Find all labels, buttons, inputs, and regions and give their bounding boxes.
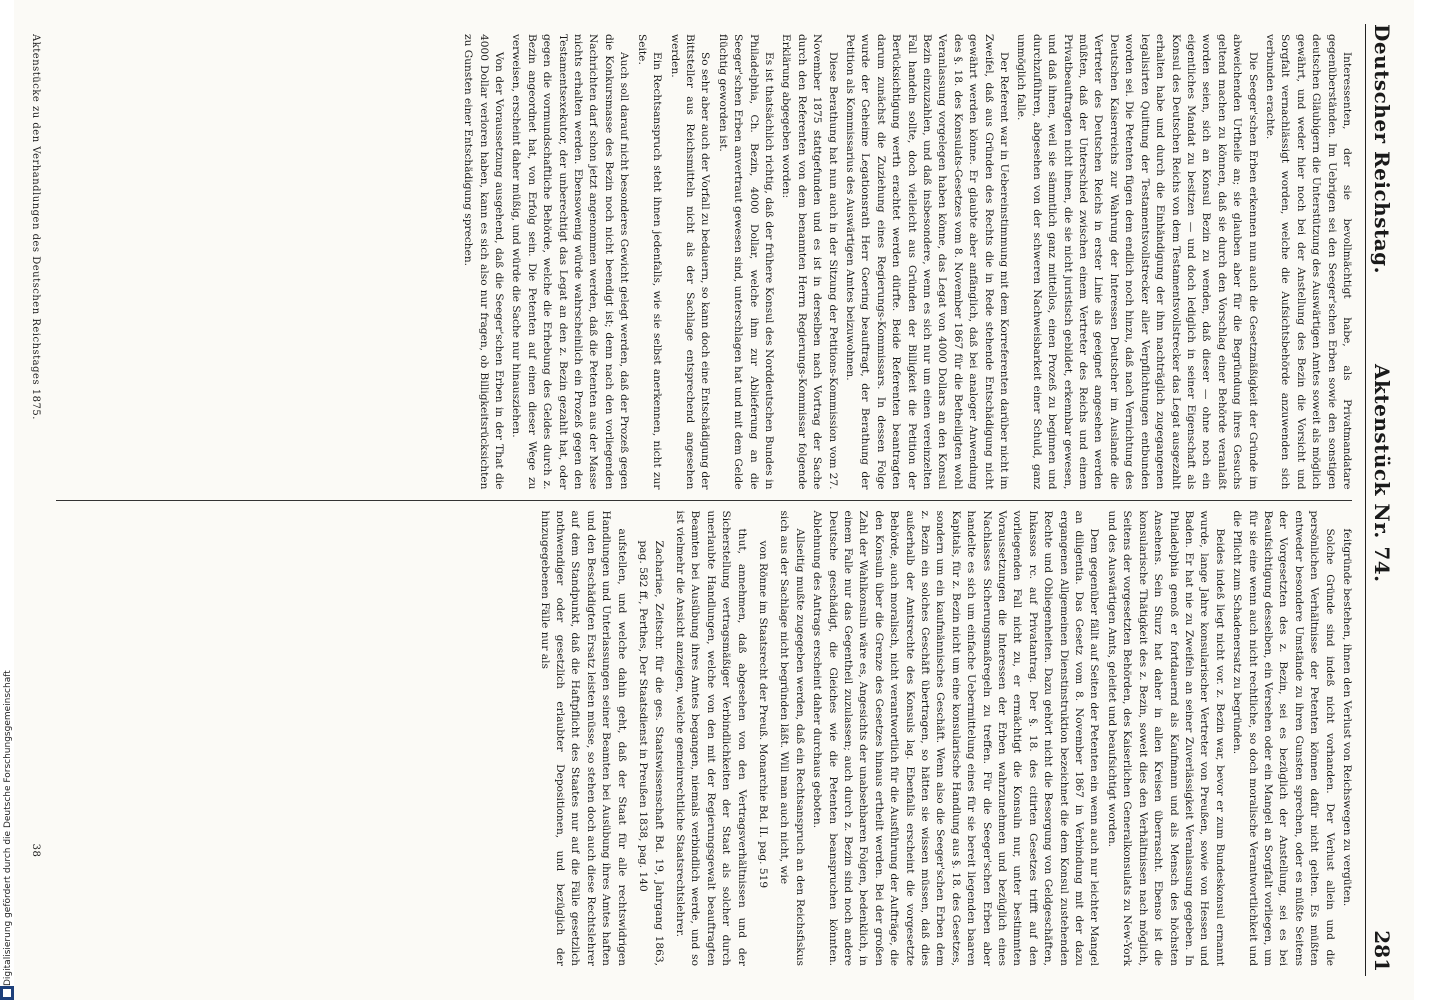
- signature-mark: 38: [30, 843, 41, 858]
- paragraph: Die Seeger'schen Erben erkennen nun auch die Gesetzmäßigkeit der Gründe im abweichenden Urtheile an; sie glauben aber für die Begründung ihres Gesuchs geltend machen zu können, daß sie durch den Vorschlag einer Behörde veranlaßt worden seien, sich an Konsul Bezin zu wenden, daß dieser — ohne noch ein eigentliches Mandat zu besitzen — und doch lediglich in seiner Eigenschaft als Konsul des Deutschen Reichs von dem Testamentsvollstrecker das Legat ausgezahlt erhalten habe und durch die Einhändigung der ihm nachträglich zugegangenen legalisirten Quittung der Testamentsvollstrecker aller Verpflichtungen entbunden worden sei. Die Petenten fügen dem endlich noch hinzu, daß nach Vernichtung des Deutschen Kaiserreichs zur Wahrung der Interessen Deutscher im Auslande die Vertreter des Deutschen Reichs in erster Linie als geeignet angesehen werden müßten, daß der Unterschied zwischen einem Vertreter des Reichs und einem Privatbeauftragten nicht ihnen, die sie nicht juristisch gebildet, erkennbar gewesen, und daß ihnen, weil sie sämmtlich ganz mittellos, einen Prozeß zu beginnen und durchzuführen, abgesehen von der schweren Nachweisbarkeit einer Schuld, ganz unmöglich falle.: [1015, 34, 1259, 490]
- digitization-strip: [0, 0, 15, 1000]
- paragraph: Interessenten, der sie bevollmächtigt habe, als Privatmandatare gegenüberständen. Im Uebrigen sei den Seeger'schen Erben sowie den sonstigen deutschen Gläubigern die Unterstützung des Auswärtigen Amtes soweit als möglich gewährt, und weder hier noch bei der Anstellung des Bezin die Vorsicht und Sorgfalt vernachlässigt worden, welche die Aufsichtsbehörde anzuwenden sich verbunden erachte.: [1263, 34, 1353, 490]
- page-footer: [30, 34, 41, 857]
- paragraph: Dem gegenüber fällt auf Seiten der Petenten ein wenn auch nur leichter Mangel an diligentia. Das Gesetz vom 8. November 1867 in Verbindung mit der dazu ergangenen Allgemeinen Dienstinstruktion bezeichnet die dem Konsul zustehenden Rechte und Obliegenheiten. Dazu gehört nicht die Besorgung von Geldgeschäften, Inkassos rc. auf Privatantrag. Der §. 18. des citirten Gesetzes trifft auf den vorliegenden Fall nicht zu, er ermächtigt die Konsuln nur, unter bestimmten Voraussetzungen die Interessen der Erben wahrzunehmen und bezüglich eines Nachlasses Sicherungsmaßregeln zu treffen. Für die Seeger'schen Erben aber handelte es sich um einfache Uebermittelung eines für sie bereit liegenden baaren Kapitals, für z. Bezin nicht um eine konsularische Handlung aus §. 18. des Gesetzes, sondern um ein kaufmännisches Geschäft. Wenn also die Seeger'schen Erben dem z. Bezin ein solches Geschäft übertragen, so hätten sie wissen müssen, daß dies außerhalb der Amtsrechte des Konsuls lag. Ebenfalls erscheint die vorgesetzte Behörde, auch moralisch, nicht verantwortlich für die Ausführung der Aufträge, die den Konsuln über die Grenze des Gesetzes hinaus ertheilt werden. Bei der großen Zahl der Wahlkonsuln wäre es, Angesichts der unabsehbaren Folgen, bedenklich, in einem Falle nur das Gegentheil zuzulassen; auch durch z. Bezin sind noch andere Deutsche geschädigt, die Gleiches wie die Petenten beanspruchen könnten. Ablehnung des Antrags erscheint daher durchaus geboten.: [811, 510, 1101, 966]
- paragraph: Beides indeß liegt nicht vor. z. Bezin war, bevor er zum Bundeskonsul ernannt wurde, lange Jahre konsularischer Vertreter von Preußen, sowie von Hessen und Baden. Er hat nie zu Zweifeln an seiner Zuverlässigkeit Veranlassung gegeben. In Philadelphia genoß er fortdauernd als Kaufmann und als Mensch des höchsten Ansehens. Sein Sturz hat daher in allen Kreisen überrascht. Ebenso ist die konsularische Thätigkeit des z. Bezin, soweit dies den Verhältnissen nach möglich, Seitens der vorgesetzten Behörden, des Kaiserlichen Generalkonsulats zu New-York und des Auswärtigen Amts, geleitet und beaufsichtigt worden.: [1105, 510, 1226, 966]
- scanned-page: [14, 0, 1414, 1000]
- paragraph: Von der Voraussetzung ausgehend, daß die Seeger'schen Erben in der That die 4000 Dollar verloren haben, kann es sich also nur fragen, ob Billigkeitsrücksichten zu Gunsten einer Entschädigung sprechen.: [462, 34, 506, 490]
- paragraph: Diese Berathung hat nun auch in der Sitzung der Petitions-Kommission vom 27. November 1875 stattgefunden und es ist in derselben nach Vortrag der Sache durch den Referenten von dem benannten Herrn Regierungs-Kommissar folgende Erklärung abgegeben worden:: [780, 34, 839, 490]
- paragraph: Auch soll darauf nicht besonderes Gewicht gelegt werden, daß der Prozeß gegen die Konkursmasse des Bezin noch nicht beendigt ist; denn nach den vorliegenden Nachrichten darf schon jetzt angenommen werden, daß die Petenten aus der Masse nichts erhalten werden. Ebensowenig würde wahrscheinlich ein Prozeß gegen den Testamentsexekutor, der unberechtigt das Legat an den z. Bezin gezahlt hat, oder gegen die vormundschaftliche Behörde, welche die Erhebung des Geldes durch z. Bezin angeordnet hat, von Erfolg sein. Die Petenten auf einen dieser Wege zu verweisen, erscheint daher müßig, und würde die Sache nur hinausziehen.: [510, 34, 631, 490]
- paragraph: Solche Gründe sind indeß nicht vorhanden. Der Verlust allein und die persönlichen Verhältnisse der Petenten können dafür nicht gelten. Es müßten entweder besondere Umstände zu ihren Gunsten sprechen, oder es müßte Seitens der Vorgesetzten des z. Bezin, sei es bezüglich der Anstellung, sei es bei Beaufsichtigung desselben, ein Versehen oder ein Mangel an Sorgfalt vorliegen, um für sie eine wenn auch nicht rechtliche, so doch moralische Verantwortlichkeit und die Pflicht zum Schadenersatz zu begründen.: [1231, 510, 1336, 966]
- paragraph: Der Referent war in Uebereinstimmung mit dem Korreferenten darüber nicht im Zweifel, daß aus Gründen des Rechts die in Rede stehende Entschädigung nicht gewährt werden könne. Er glaubte aber anfänglich, daß bei analoger Anwendung des §. 18. des Konsulats-Gesetzes vom 8. November 1867 für die Betheiligten wohl Veranlassung vorgelegen haben könne, das Legat von 4000 Dollars an den Konsul Bezin einzuzahlen, und daß insbesondere, wenn es sich nur um einen vereinzelten Fall handeln sollte, doch vielleicht aus Gründen der Billigkeit die Petition der Berücksichtigung werth erachtet werden dürfte. Beide Referenten beantragten darum zunächst die Zuziehung eines Regierungs-Kommissars. In dessen Folge wurde der Geheime Legationsrath Herr Goering beauftragt, der Berathung der Petition als Kommissarius des Auswärtigen Amtes beizuwohnen.: [844, 34, 1011, 490]
- paragraph: aufstellen, und welche dahin geht, daß der Staat für alle rechtswidrigen Handlungen und Unterlassungen seiner Beamten bei Ausübung ihres Amtes haften und den Beschädigten Ersatz leisten müsse, so stehen doch auch diese Rechtslehrer auf dem Standpunkt, daß die Haftpflicht des Staates nur auf die Fälle gesetzlich nothwendiger oder gesetzlich erlaubter Depositionen, und bezüglich der hinzugegebenen Fälle nur als: [538, 510, 628, 966]
- running-head: [1365, 24, 1400, 976]
- text-columns: [54, 24, 1354, 976]
- paragraph: So sehr aber auch der Vorfall zu bedauern, so kann doch eine Entschädigung der Bittsteller aus Reichsmitteln nicht als der Sachlage entsprechend angesehen werden.: [668, 34, 712, 490]
- paragraph: feitgründe bestehen, ihnen den Verlust von Reichswegen zu vergüten.: [1341, 528, 1353, 907]
- page-number: 281: [1370, 930, 1394, 972]
- footer-title: Aktenstücke zu den Verhandlungen des Deutschen Reichstages 1875.: [30, 34, 41, 420]
- column-left: [54, 24, 1354, 500]
- publication-title: Deutscher Reichstag.: [1370, 24, 1394, 275]
- paragraph: Ein Rechtsanspruch steht ihnen jedenfalls, wie sie selbst anerkennen, nicht zur Seite.: [635, 34, 664, 490]
- citation: von Rönne im Staatsrecht der Preuß. Monarchie Bd. II. pag. 519: [756, 540, 769, 889]
- citation: Zachariae, Zeitschr. für die ges. Staatswissenschaft Bd. 19, Jahrgang 1863, pag. 582 ff., Perthes, Der Staatsdienst in Preußen 1838, pag. 140: [637, 540, 665, 966]
- document-number: Aktenstück Nr. 74.: [1370, 364, 1394, 583]
- paragraph: Allseitig mußte zugegeben werden, daß ein Rechtsanspruch an den Reichsfiskus sich aus der Sachlage nicht begründen läßt. Will man auch nicht, wie: [778, 510, 806, 966]
- dfg-logo-icon: [0, 986, 14, 1000]
- paragraph: thut, annehmen, daß abgesehen von den Vertragsverhältnissen und der Sicherstellung vertragsmäßiger Verbindlichkeiten der Staat als solcher durch unerlaubte Handlungen, welche von den mit der Regierungsgewalt beauftragten Beamten bei Ausübung ihres Amtes begangen, niemals verbindlich werde, und so ist vielmehr die Ansicht anzeigen, welche gemeinrechtliche Staatsrechtslehrer.: [673, 510, 748, 966]
- paragraph: Es ist thatsächlich richtig, daß der frühere Konsul des Norddeutschen Bundes in Philadelphia, Ch. Bezin, 4000 Dollar, welche ihm zur Ablieferung an die Seeger'schen Erben anvertraut gewesen sind, unterschlagen hat und mit dem Gelde flüchtig geworden ist.: [716, 34, 775, 490]
- digitization-note: Digitalisierung gefördert durch die Deutsche Forschungsgemeinschaft: [3, 670, 13, 986]
- page-content: [28, 24, 1400, 976]
- column-right: [54, 501, 1354, 977]
- rotated-page: [14, 0, 1414, 1000]
